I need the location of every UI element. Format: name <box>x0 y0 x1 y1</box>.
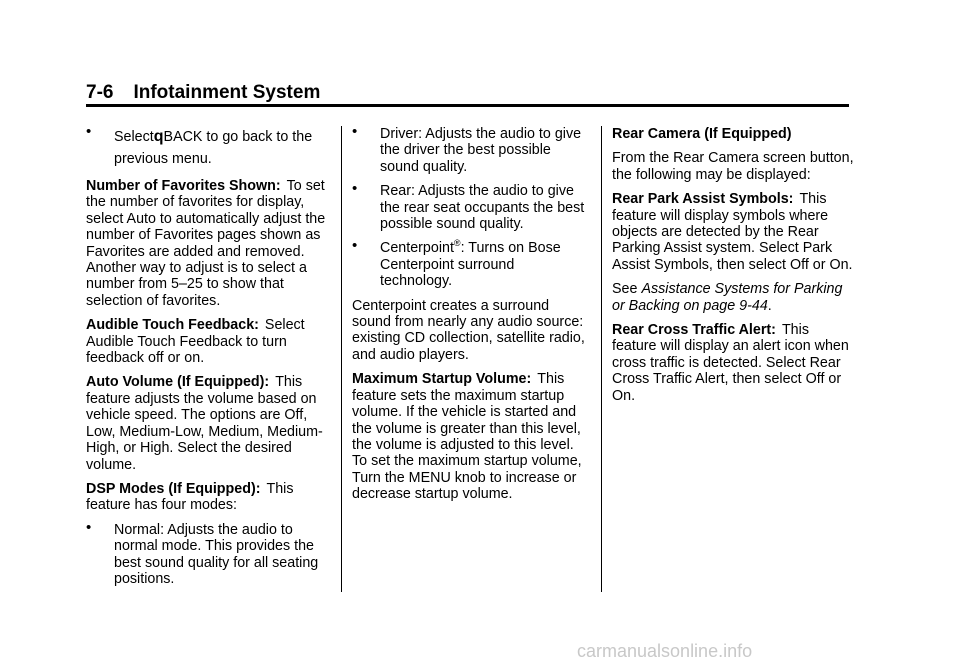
centerpoint-text: : Turns on Bose Centerpoint surround technology. <box>380 240 561 290</box>
bullet-back-prefix: Select <box>114 129 154 145</box>
dsp-body: This feature has four modes: <box>86 480 294 514</box>
auto-volume-body: This feature adjusts the volume based on vehicle speed. The options are Off, Low, Medium-Low, Medium, Medium-High, or High. Select the desired volume. <box>86 374 323 473</box>
bullet-centerpoint <box>352 237 590 290</box>
cross-traffic-title: Rear Cross Traffic Alert: <box>612 322 776 339</box>
auto-volume-title: Auto Volume (If Equipped): <box>86 374 270 391</box>
see-suffix: . <box>767 297 772 314</box>
page-number: 7-6 <box>86 82 114 103</box>
bullet-normal <box>86 518 336 588</box>
section-title: Infotainment System <box>133 82 321 103</box>
column-divider-1 <box>341 126 342 592</box>
bullet-back <box>86 123 336 170</box>
see-reference-paragraph <box>612 281 857 314</box>
bullet-back-text: BACK to go back to the previous menu. <box>114 129 313 167</box>
bullet-normal-text: Normal: Adjusts the audio to normal mode. This provides the best sound quality for all seating positions. <box>114 521 319 587</box>
park-assist-body: This feature will display symbols where objects are detected by the Rear Parking Assist system. Select Park Assist Symbols, then select Off or On. <box>612 191 853 273</box>
cross-traffic-body: This feature will display an alert icon when cross traffic is detected. Select Rear Cross Traffic Alert, then select Off or On. <box>612 322 849 404</box>
column-2 <box>352 123 590 511</box>
bullet-driver <box>352 123 590 175</box>
page-header <box>86 82 320 104</box>
back-icon: q <box>153 128 164 145</box>
rear-camera-intro: From the Rear Camera screen button, the following may be displayed: <box>612 150 854 183</box>
dsp-paragraph <box>86 481 336 514</box>
audible-paragraph <box>86 317 336 366</box>
max-volume-title: Maximum Startup Volume: <box>352 371 532 388</box>
registered-mark: ® <box>453 238 461 249</box>
park-assist-title: Rear Park Assist Symbols: <box>612 191 794 208</box>
column-3 <box>612 126 857 412</box>
header-rule <box>86 104 849 107</box>
column-divider-2 <box>601 126 602 592</box>
centerpoint-paragraph: Centerpoint creates a surround sound from nearly any audio source: existing CD collection, satellite radio, and audio players. <box>352 297 585 363</box>
auto-volume-paragraph <box>86 374 336 472</box>
centerpoint-name: Centerpoint <box>380 240 454 257</box>
bullet-rear <box>352 180 590 233</box>
rear-camera-heading: Rear Camera (If Equipped) <box>612 126 792 142</box>
bullet-dot: • <box>86 518 92 536</box>
bullet-dot: • <box>86 123 92 140</box>
audible-title: Audible Touch Feedback: <box>86 317 259 334</box>
park-assist-paragraph <box>612 191 857 273</box>
bullet-dot: • <box>352 237 358 255</box>
audible-body: Select Audible Touch Feedback to turn feedback off or on. <box>86 317 305 367</box>
bullet-dot: • <box>352 123 358 140</box>
see-reference[interactable]: Assistance Systems for Parking or Backing on page 9-44 <box>612 281 843 314</box>
bullet-driver-text: Driver: Adjusts the audio to give the driver the best possible sound quality. <box>380 126 582 175</box>
see-prefix: See <box>612 281 638 298</box>
favorites-title: Number of Favorites Shown: <box>86 178 281 194</box>
favorites-paragraph <box>86 178 336 309</box>
bullet-dot: • <box>352 180 358 198</box>
max-volume-body: This feature sets the maximum startup volume. If the vehicle is started and the volume is greater than this level, the volume is adjusted to this level. To set the maximum startup volume, Turn the MENU knob to increase or decrease startup volume. <box>352 371 582 503</box>
column-1 <box>86 123 336 595</box>
max-volume-paragraph <box>352 371 590 502</box>
dsp-title: DSP Modes (If Equipped): <box>86 480 261 497</box>
bullet-rear-text: Rear: Adjusts the audio to give the rear seat occupants the best possible sound quality. <box>380 183 585 233</box>
favorites-body: To set the number of favorites for display, select Auto to automatically adjust the number of Favorites pages shown as Favorites are added and removed. Another way to adjust is to select a number from 5–25 to show that selection of favorites. <box>86 178 326 309</box>
cross-traffic-paragraph <box>612 322 857 404</box>
watermark: carmanualsonline.info <box>577 641 753 661</box>
